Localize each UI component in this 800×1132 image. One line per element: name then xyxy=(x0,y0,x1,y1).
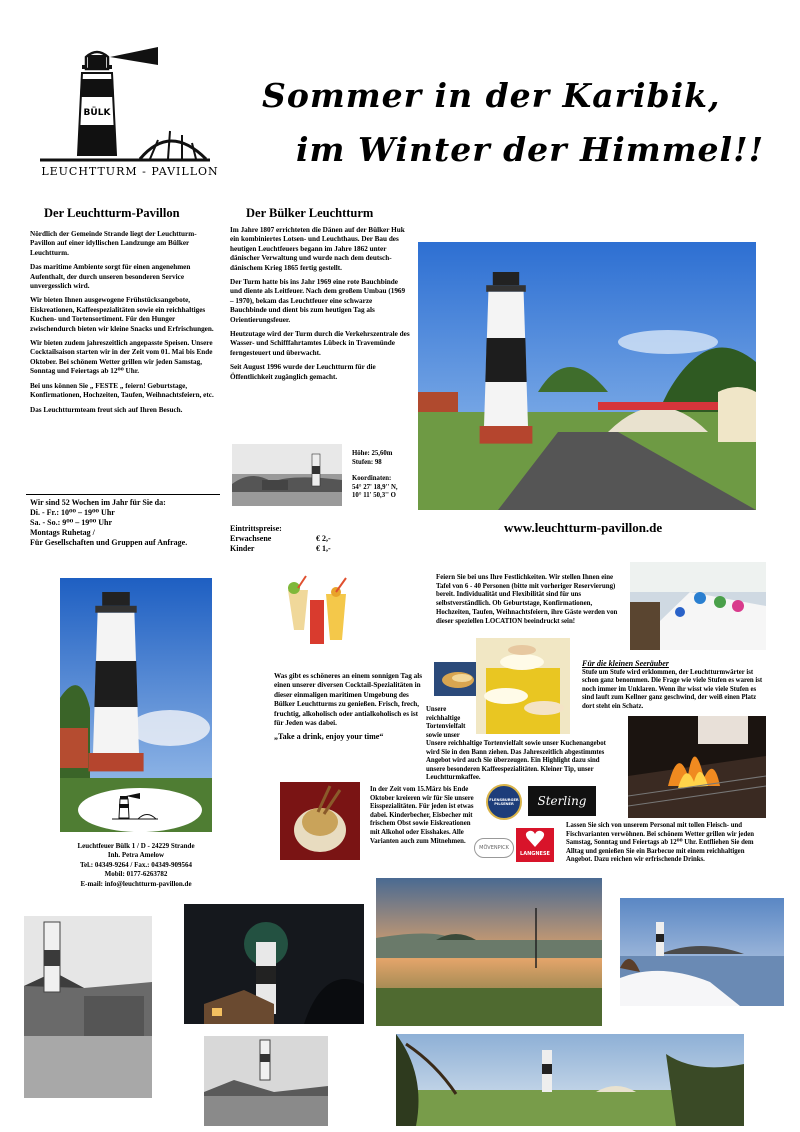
feiern-text: Feiern Sie bei uns Ihre Festlichkeiten. Wir stellen Ihnen eine Tafel von 6 - 40 Personen (bitte mit vorheriger Reservierung) bereit. Individualität und Flexibilität sind für uns selbstverständlich. Ob Geburtstage, Konfirmationen, Hochzeiten, Taufen, Weihnachtsfeiern, ihre Gäste werden von dieser speziellen LOCATION beeindruckt sein! xyxy=(436,574,618,625)
logo-label: LEUCHTTURM - PAVILLON xyxy=(41,165,219,178)
cake-buffet-photo xyxy=(476,638,570,734)
lighthouse-logo-icon xyxy=(30,35,220,185)
svg-text:BÜLK: BÜLK xyxy=(83,108,111,118)
entry-prices: Eintrittspreise: Erwachsene € 2,- Kinder € 1,- xyxy=(230,524,331,553)
langnese-logo: LANGNESE xyxy=(516,828,554,862)
cocktails-photo xyxy=(280,570,364,654)
cocktail-text: Was gibt es schöneres an einem sonnigen Tag als einen unserer diversen Cocktail-Spezialitäten in dieser einmaligen maritimen Umgebung des Bülker Leuchtturms zu genießen. Frisch, frech, fruchtig, alkoholisch oder antialkoholisch es ist für Jeden was dabei. „Take a drink, enjoy your time“ xyxy=(274,672,423,742)
eis-text: In der Zeit vom 15.März bis Ende Oktober kreieren wir für Sie unsere Eisspezialitäten. Für jeden ist etwas dabei. Kinderbecher, Eisbecher mit frischem Obst sowie Eiskreationen mit Alkohol oder Eisshakes. Alle Varianten auch zum Mitnehmen. xyxy=(370,786,474,845)
flensburger-logo: FLENSBURGER PILSENER xyxy=(486,784,522,820)
col1-paragraph: Wir bieten zudem jahreszeitlich angepasste Speisen. Unsere Cocktailsaison starten wir in der Zeit vom 01. Mai bis Ende Oktober. Bei schönem Wetter grillen wir jeden Samstag, Sonntag und Feiertags ab 12⁰⁰ Uhr. xyxy=(30,339,213,376)
ice-cream-photo xyxy=(280,782,360,860)
lighthouse-garden-photo xyxy=(60,578,212,832)
hours-line: Di. - Fr.: 10⁰⁰ – 19⁰⁰ Uhr xyxy=(30,508,115,517)
moevenpick-logo: MÖVENPICK xyxy=(474,838,514,858)
historic-lighthouse-photo xyxy=(24,916,152,1098)
col1-paragraph: Das Leuchtturmteam freut sich auf Ihren Besuch. xyxy=(30,405,183,414)
barbecue-photo xyxy=(628,716,766,818)
kuchen-text-intro: Unsere reichhaltige Tortenvielfalt sowie unser xyxy=(426,706,466,739)
col2-heading: Der Bülker Leuchtturm xyxy=(246,206,374,220)
slogan-line-1: Sommer in der Karibik, xyxy=(262,76,721,115)
sunset-beach-photo xyxy=(376,878,602,1026)
hours-line: Montags Ruhetag / xyxy=(30,528,95,537)
col1-text xyxy=(30,230,220,420)
panorama-photo xyxy=(396,1034,744,1126)
slogan-line-2: im Winter der Himmel!! xyxy=(296,130,765,169)
col2-text xyxy=(230,226,410,387)
hours-line: Für Gesellschaften und Gruppen auf Anfrage. xyxy=(30,538,188,547)
col2-paragraph: Im Jahre 1807 errichteten die Dänen auf der Bülker Huk ein kombiniertes Lotsen- und Leuchthaus. Der Bau des heutigen Leuchtfeuers begann im Jahre 1862 unter dänischer Verwaltung und wurde nach dem deutsch-dänischem Krieg 1865 fertig gestellt. xyxy=(230,226,405,272)
grill-text: Lassen Sie sich von unserem Personal mit tollen Fleisch- und Fischvarianten verwöhnen. Bei schönem Wetter grillen wir jeden Samstag, Sonntag und Feiertags ab 12⁰⁰ Uhr. Entfliehen Sie dem Alltag und genießen Sie ein Barbecue mit einem reichhaltigen Angebot. Dazu reichen wir erfrischende Drinks. xyxy=(566,822,755,864)
night-lighthouse-photo xyxy=(184,904,364,1024)
winter-lighthouse-photo xyxy=(620,898,784,1006)
col2-paragraph: Seit August 1996 wurde der Leuchtturm für die Öffentlichkeit zugänglich gemacht. xyxy=(230,363,376,381)
col1-paragraph: Bei uns können Sie „ FESTE „ feiern! Geburtstage, Konfirmationen, Hochzeiten, Taufen, Weihnachtsfeiern, etc. xyxy=(30,381,214,400)
tower-facts: Höhe: 25,60m Stufen: 98 Koordinaten: 54° 27' 18,9'' N, 10° 11' 50,3'' O xyxy=(352,450,398,500)
contact-block: Leuchtfeuer Bülk 1 / D - 24229 Strande Inh. Petra Amelow Tel.: 04349-9264 / Fax.: 04349-909564 Mobil: 0177-6263782 E-mail: info@leuchtturm-pavillon.de xyxy=(60,842,212,889)
logo xyxy=(30,35,220,185)
festive-table-photo xyxy=(630,562,766,650)
seeraeuber-title: Für die kleinen Seeräuber xyxy=(582,659,669,668)
hours-line: Wir sind 52 Wochen im Jahr für Sie da: xyxy=(30,498,166,507)
heart-icon xyxy=(525,830,545,848)
col1-paragraph: Nördlich der Gemeinde Strande liegt der Leuchtturm-Pavillon auf einer idyllischen Landzunge am Bülker Leuchtturm. xyxy=(30,230,197,257)
col1-paragraph: Wir bieten Ihnen ausgewogene Frühstücksangebote, Eiskreationen, Kaffeespezialitäten sowie ein reichhaltiges Kuchen- und Tortensortiment. Für den Hunger zwischendurch bieten wir kleine Snacks und Erfrischungen. xyxy=(30,296,214,333)
col2-paragraph: Der Turm hatte bis ins Jahr 1969 eine rote Bauchbinde und diente als Leitfeuer. Nach dem großem Umbau (1969 – 1970), bekam das Leuchtfeuer eine schwarze Bauchbinde und dient bis zum heutigen Tag als Orientierungsfeuer. xyxy=(230,278,406,324)
historic-village-photo xyxy=(204,1036,328,1126)
hours-line: Sa. - So.: 9⁰⁰ – 19⁰⁰ Uhr xyxy=(30,518,113,527)
kuchen-text: Unsere reichhaltige Tortenvielfalt sowie unser Kuchenangebot wird Sie in den Bann ziehen. Das Jahreszeitlich abgestimmtes Angebot wird auch Sie überzeugen. Ein Highlight dazu sind unsere besonderen Kaffeespezialitäten. Kleiner Tip, unser Leuchtturmkaffee. xyxy=(426,740,606,782)
email-link[interactable]: E-mail: info@leuchtturm-pavillon.de xyxy=(80,879,192,888)
col2-paragraph: Heutzutage wird der Turm durch die Verkehrszentrale des Wasser- und Schifffahrtamtes Lübeck in Travemünde ferngesteuert und überwacht. xyxy=(230,330,410,357)
col1-paragraph: Das maritime Ambiente sorgt für einen angenehmen Aufenthalt, der durch unseren besonderen Service unvergesslich wird. xyxy=(30,263,191,291)
main-lighthouse-photo xyxy=(418,242,756,510)
website-link[interactable]: www.leuchtturm-pavillon.de xyxy=(504,520,663,535)
small-logo-icon xyxy=(110,790,160,824)
sterling-logo: Sterling xyxy=(528,786,596,816)
col1-heading: Der Leuchtturm-Pavillon xyxy=(44,206,180,220)
opening-hours xyxy=(30,498,220,548)
seeraeuber-block: Für die kleinen Seeräuber Stufe um Stufe wird erklommen, der Leuchtturmwärter ist schon ganz benommen. Die Frage wie viele Stufen es waren ist noch immer im Unklaren. Wenn ihr wisst wie viele Stufen es sind lauft zum Kellner ganz geschwind, der weiß einen Platz dort steht ein Schatz. xyxy=(582,660,768,712)
divider xyxy=(26,494,220,495)
historic-photo-small xyxy=(232,444,342,506)
